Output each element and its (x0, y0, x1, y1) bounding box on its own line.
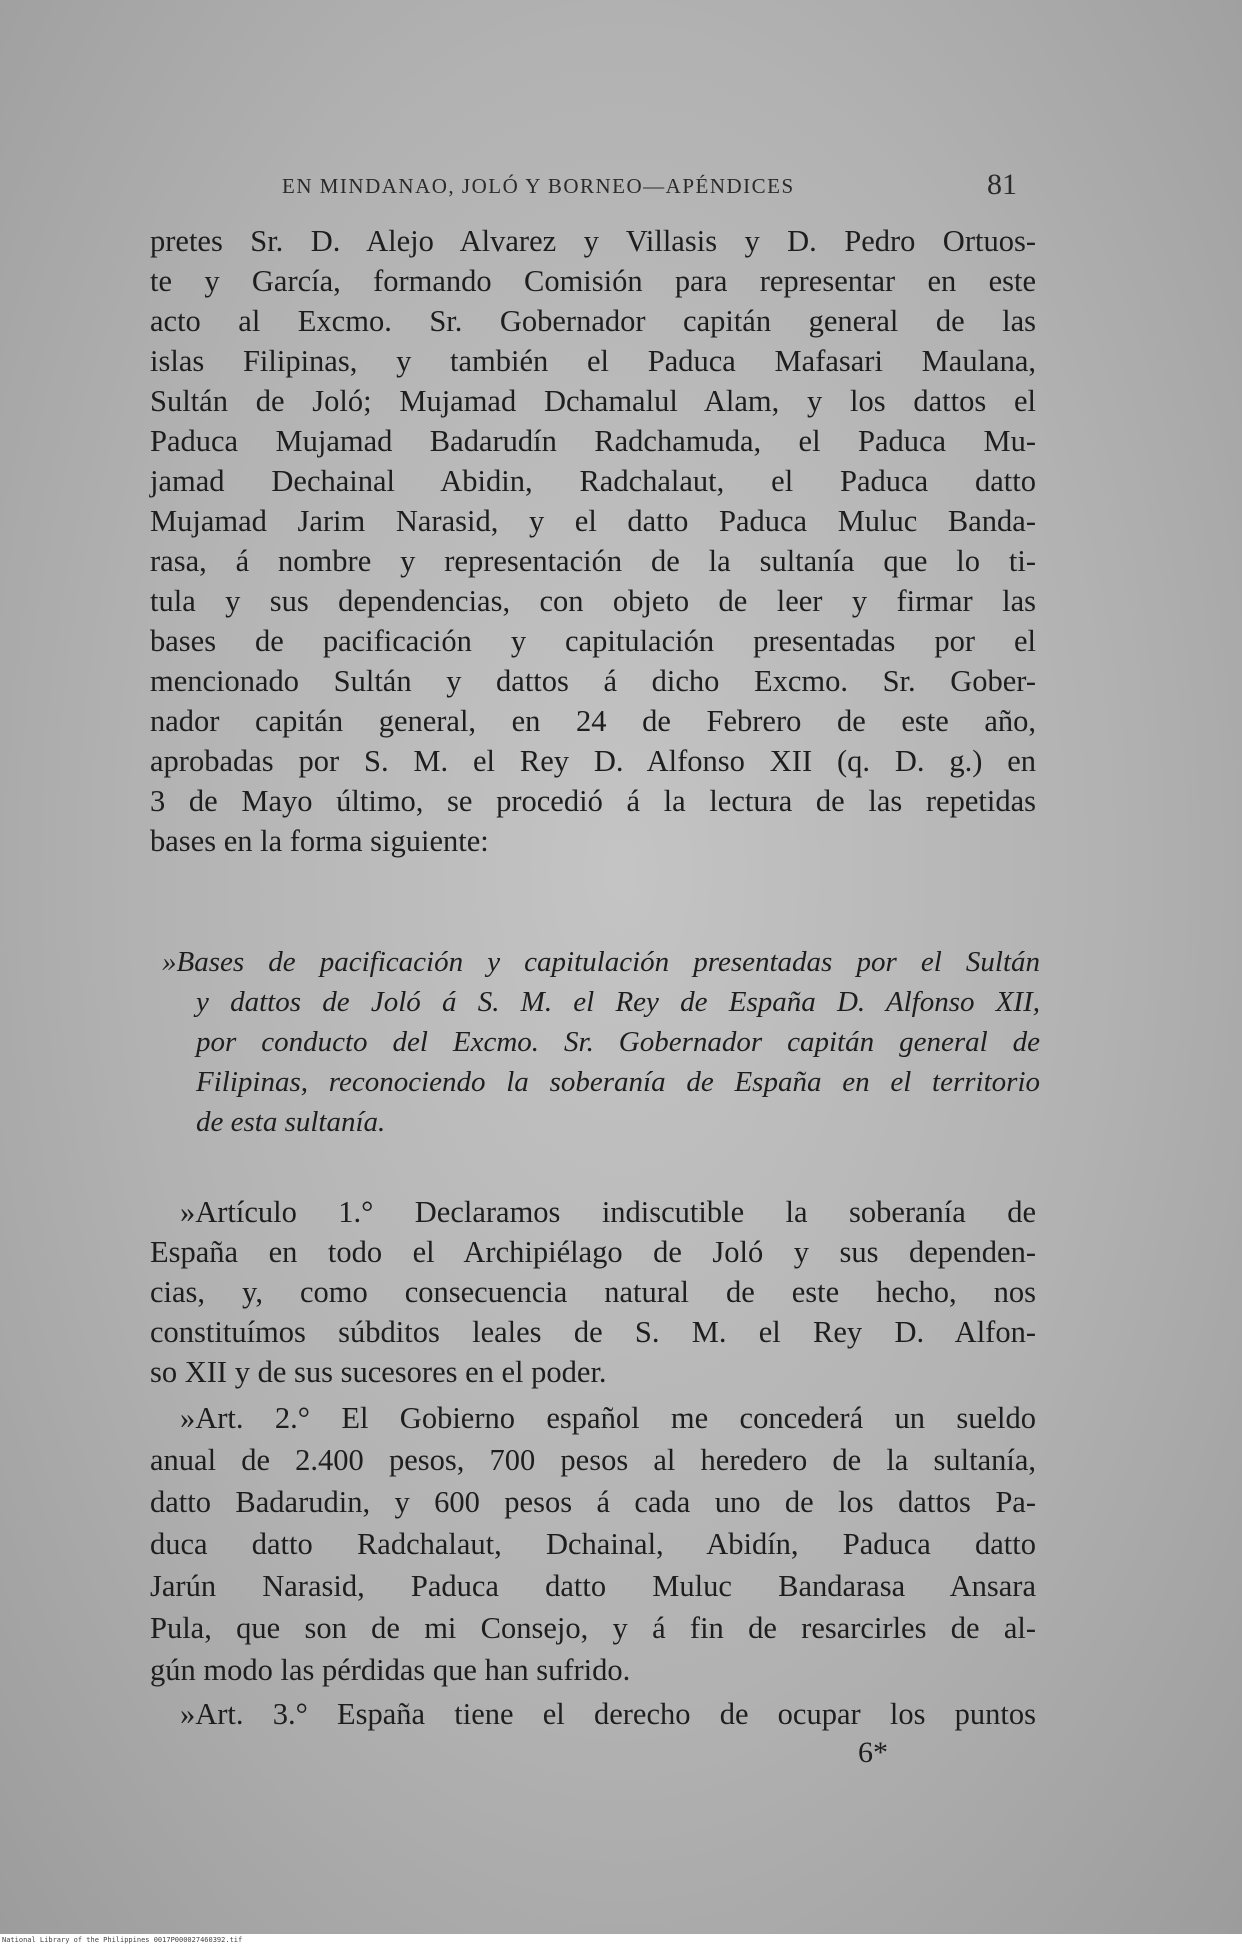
article-1-line: so XII y de sus sucesores en el poder. (150, 1355, 607, 1389)
body-line: rasa, á nombre y representación de la sultanía que lo ti- (150, 544, 1036, 578)
article-1-line: »Artículo 1.° Declaramos indiscutible la soberanía de (180, 1195, 1036, 1229)
body-line: tula y sus dependencias, con objeto de leer y firmar las (150, 584, 1036, 618)
bases-title-line: Filipinas, reconociendo la soberanía de España en el territorio (196, 1066, 1040, 1098)
body-line: acto al Excmo. Sr. Gobernador capitán general de las (150, 304, 1036, 338)
article-2-line: Pula, que son de mi Consejo, y á fin de resarcirles de al- (150, 1611, 1036, 1645)
page-number: 81 (987, 168, 1017, 201)
body-line: jamad Dechainal Abidin, Radchalaut, el Paduca datto (150, 464, 1036, 498)
running-head-title: EN MINDANAO, JOLÓ Y BORNEO—APÉNDICES (282, 174, 795, 198)
article-1-line: España en todo el Archipiélago de Joló y sus dependen- (150, 1235, 1036, 1269)
bases-title-line: por conducto del Excmo. Sr. Gobernador capitán general de (196, 1026, 1040, 1058)
scan-footer-text: National Library of the Philippines 0017P000027460392.tif (2, 1936, 243, 1944)
body-line: Mujamad Jarim Narasid, y el datto Paduca Muluc Banda- (150, 504, 1036, 538)
body-line: aprobadas por S. M. el Rey D. Alfonso XII (q. D. g.) en (150, 744, 1036, 778)
article-1-line: cias, y, como consecuencia natural de este hecho, nos (150, 1275, 1036, 1309)
signature-mark: 6* (858, 1736, 888, 1769)
bases-title-line: de esta sultanía. (196, 1106, 386, 1138)
article-2-line: Jarún Narasid, Paduca datto Muluc Bandarasa Ansara (150, 1569, 1036, 1603)
bases-title-line: »Bases de pacificación y capitulación presentadas por el Sultán (162, 946, 1040, 978)
body-line: Paduca Mujamad Badarudín Radchamuda, el Paduca Mu- (150, 424, 1036, 458)
article-2-line: anual de 2.400 pesos, 700 pesos al heredero de la sultanía, (150, 1443, 1036, 1477)
running-head (282, 168, 1017, 208)
article-2-line: »Art. 2.° El Gobierno español me concederá un sueldo (180, 1401, 1036, 1435)
body-line: bases en la forma siguiente: (150, 824, 489, 858)
body-line: te y García, formando Comisión para representar en este (150, 264, 1036, 298)
article-2-line: gún modo las pérdidas que han sufrido. (150, 1653, 631, 1687)
body-line: mencionado Sultán y dattos á dicho Excmo. Sr. Gober- (150, 664, 1036, 698)
scan-footer (0, 1934, 1242, 1950)
body-line: islas Filipinas, y también el Paduca Mafasari Maulana, (150, 344, 1036, 378)
article-2-line: duca datto Radchalaut, Dchainal, Abidín, Paduca datto (150, 1527, 1036, 1561)
bases-title-line: y dattos de Joló á S. M. el Rey de España D. Alfonso XII, (196, 986, 1040, 1018)
body-line: 3 de Mayo último, se procedió á la lectura de las repetidas (150, 784, 1036, 818)
body-line: Sultán de Joló; Mujamad Dchamalul Alam, y los dattos el (150, 384, 1036, 418)
article-2-line: datto Badarudin, y 600 pesos á cada uno de los dattos Pa- (150, 1485, 1036, 1519)
body-line: bases de pacificación y capitulación presentadas por el (150, 624, 1036, 658)
body-line: nador capitán general, en 24 de Febrero de este año, (150, 704, 1036, 738)
article-3-line: »Art. 3.° España tiene el derecho de ocupar los puntos (180, 1697, 1036, 1731)
article-1-line: constituímos súbditos leales de S. M. el Rey D. Alfon- (150, 1315, 1036, 1349)
body-line: pretes Sr. D. Alejo Alvarez y Villasis y D. Pedro Ortuos- (150, 224, 1036, 258)
